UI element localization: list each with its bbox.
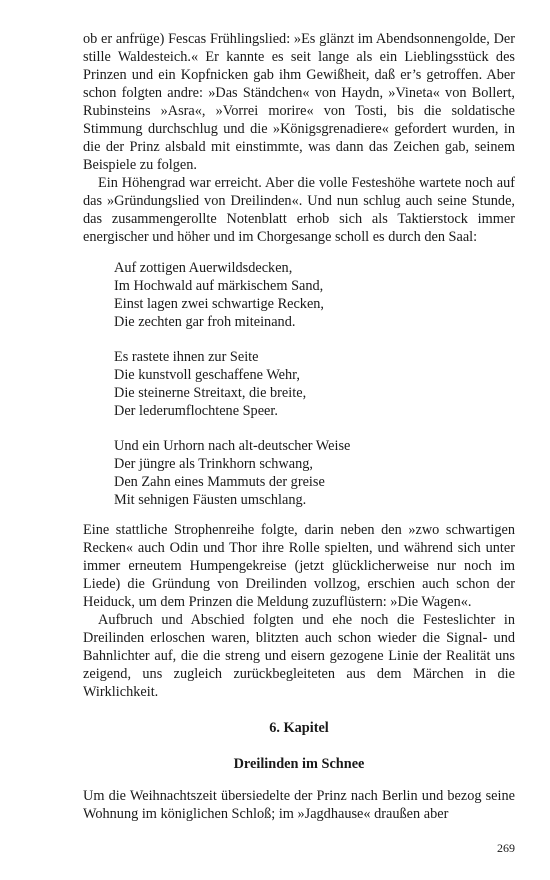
chapter-number: 6. Kapitel	[269, 720, 329, 736]
poem-line: Der jüngre als Trinkhorn schwang,	[114, 456, 313, 472]
paragraph: Um die Weihnachtszeit übersiedelte der Prinz nach Berlin und bezog seine Wohnung im königlichen Schloß; im »Jagdhause« draußen aber	[83, 788, 515, 822]
poem-line: Einst lagen zwei schwartige Recken,	[114, 296, 325, 312]
poem-stanza	[114, 437, 515, 509]
poem-line: Den Zahn eines Mammuts der greise	[114, 474, 325, 490]
poem-stanza	[114, 259, 515, 331]
poem-line: Mit sehnigen Fäusten umschlang.	[114, 492, 307, 508]
poem-line: Es rastete ihnen zur Seite	[114, 349, 259, 365]
page-number: 269	[497, 841, 515, 855]
paragraph: Eine stattliche Strophenreihe folgte, darin neben den »zwo schwartigen Recken« auch Odin und Thor ihre Rolle spielten, und während sich unter immer erneutem Humpengekreise (jetzt glücklicherweise nur noch im Liede) die Gründung von Dreilinden vollzog, erschien auch schon der Heiduck, um dem Prinzen die Meldung zuzuflüstern: »Die Wagen«.	[83, 522, 515, 610]
poem-stanza	[114, 348, 515, 420]
poem-line: Und ein Urhorn nach alt-deutscher Weise	[114, 438, 351, 454]
paragraph: Ein Höhengrad war erreicht. Aber die volle Festeshöhe wartete noch auf das »Gründungslied von Dreilinden«. Und nun schlug auch seine Stunde, das zusammengerollte Notenblatt erhob sich als Taktierstock immer energischer und höher und im Chorgesange scholl es durch den Saal:	[83, 175, 515, 245]
chapter-title: Dreilinden im Schnee	[233, 756, 365, 772]
poem	[114, 259, 515, 509]
poem-line: Die zechten gar froh miteinand.	[114, 314, 296, 330]
poem-line: Die steinerne Streitaxt, die breite,	[114, 385, 307, 401]
poem-line: Im Hochwald auf märkischem Sand,	[114, 278, 324, 294]
poem-line: Der lederumflochtene Speer.	[114, 403, 278, 419]
poem-line: Auf zottigen Auerwildsdecken,	[114, 260, 293, 276]
paragraph: Aufbruch und Abschied folgten und ehe noch die Festeslichter in Dreilinden erloschen waren, blitzten auch schon wieder die Signal- und Bahnlichter auf, die die streng und eisern gezogene Linie der Realität uns zeigend, uns zugleich zurückbegleiteten aus dem Märchen in die Wirklichkeit.	[83, 612, 515, 700]
paragraph: ob er anfrüge) Fescas Frühlingslied: »Es glänzt im Abendsonnengolde, Der stille Waldesteich.« Er kannte es seit lange als ein Lieblingsstück des Prinzen und ein Kopfnicken gab ihm Gewißheit, daß er’s getroffen. Aber schon folgten andre: »Das Ständchen« von Haydn, »Vineta« von Bollert, Rubinsteins »Asra«, »Vorrei morire« von Tosti, bis die soldatische Stimmung durchschlug und die »Königsgrenadiere« gefordert wurden, in die der Prinz alsbald mit einstimmte, was dann das Zeichen gab, seinem Beispiele zu folgen.	[83, 31, 515, 173]
book-page	[83, 30, 515, 823]
poem-line: Die kunstvoll geschaffene Wehr,	[114, 367, 300, 383]
